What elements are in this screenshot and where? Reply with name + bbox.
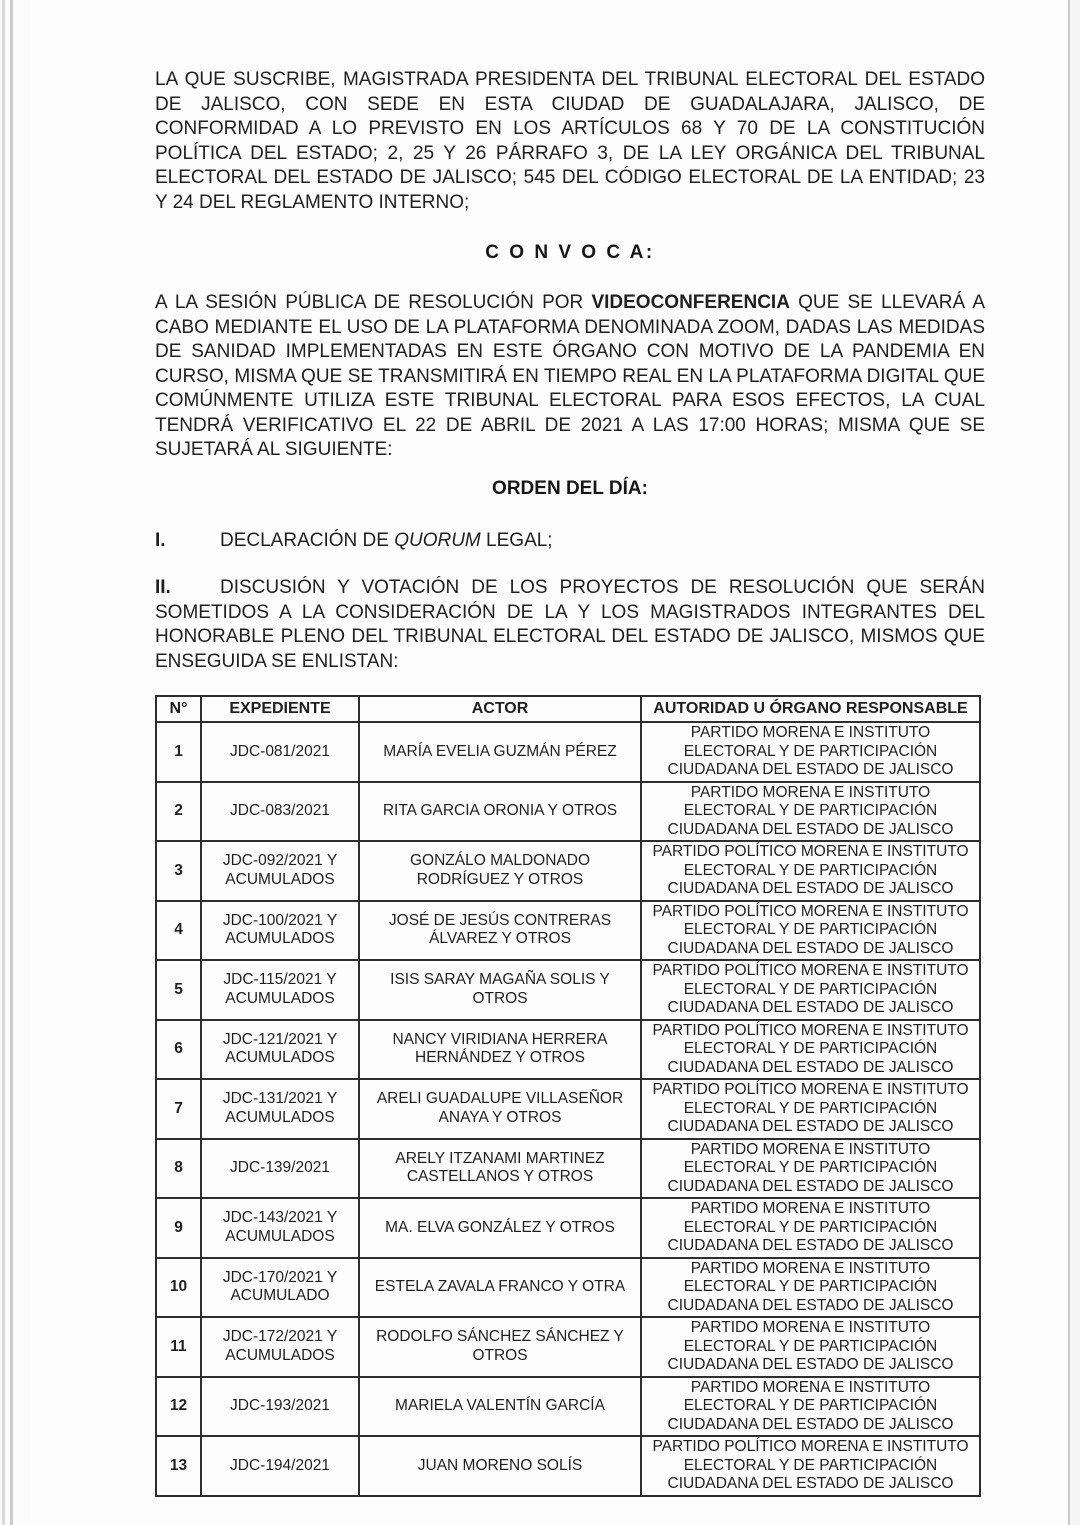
agenda-item-1-numeral: I. <box>155 529 166 551</box>
orden-del-dia-heading: ORDEN DEL DÍA: <box>492 477 648 499</box>
autoridad-cell: PARTIDO MORENA E INSTITUTO ELECTORAL Y DE PARTICIPACIÓN CIUDADANA DEL ESTADO DE JALISCO <box>641 1198 980 1258</box>
row-number-cell: 11 <box>156 1317 201 1377</box>
header-expediente: EXPEDIENTE <box>201 696 359 722</box>
agenda-item-2-numeral: II. <box>155 577 171 598</box>
row-number-cell: 4 <box>156 901 201 961</box>
actor-cell: MARÍA EVELIA GUZMÁN PÉREZ <box>359 722 641 782</box>
cases-table <box>155 695 981 1497</box>
autoridad-cell: PARTIDO POLÍTICO MORENA E INSTITUTO ELECTORAL Y DE PARTICIPACIÓN CIUDADANA DEL ESTADO DE JALISCO <box>641 901 980 961</box>
row-number-cell: 9 <box>156 1198 201 1258</box>
autoridad-cell: PARTIDO MORENA E INSTITUTO ELECTORAL Y DE PARTICIPACIÓN CIUDADANA DEL ESTADO DE JALISCO <box>641 722 980 782</box>
page-left-edge <box>0 0 30 1525</box>
row-number-cell: 10 <box>156 1258 201 1318</box>
expediente-cell: JDC-143/2021 Y ACUMULADOS <box>201 1198 359 1258</box>
table-row <box>156 722 980 782</box>
row-number-cell: 3 <box>156 841 201 901</box>
agenda-item-2 <box>155 576 985 674</box>
autoridad-cell: PARTIDO POLÍTICO MORENA E INSTITUTO ELECTORAL Y DE PARTICIPACIÓN CIUDADANA DEL ESTADO DE JALISCO <box>641 960 980 1020</box>
page-right-edge <box>1068 0 1080 1525</box>
actor-cell: ISIS SARAY MAGAÑA SOLIS Y OTROS <box>359 960 641 1020</box>
autoridad-cell: PARTIDO MORENA E INSTITUTO ELECTORAL Y DE PARTICIPACIÓN CIUDADANA DEL ESTADO DE JALISCO <box>641 1377 980 1437</box>
row-number-cell: 7 <box>156 1079 201 1139</box>
header-numero: N° <box>156 696 201 722</box>
table-row <box>156 960 980 1020</box>
autoridad-cell: PARTIDO POLÍTICO MORENA E INSTITUTO ELECTORAL Y DE PARTICIPACIÓN CIUDADANA DEL ESTADO DE JALISCO <box>641 1079 980 1139</box>
cases-table-header <box>156 696 980 722</box>
actor-cell: JOSÉ DE JESÚS CONTRERAS ÁLVAREZ Y OTROS <box>359 901 641 961</box>
expediente-cell: JDC-170/2021 Y ACUMULADO <box>201 1258 359 1318</box>
row-number-cell: 12 <box>156 1377 201 1437</box>
table-row <box>156 1258 980 1318</box>
table-row <box>156 1436 980 1496</box>
table-row <box>156 1377 980 1437</box>
header-autoridad: AUTORIDAD U ÓRGANO RESPONSABLE <box>641 696 980 722</box>
row-number-cell: 6 <box>156 1020 201 1080</box>
actor-cell: ESTELA ZAVALA FRANCO Y OTRA <box>359 1258 641 1318</box>
expediente-cell: JDC-194/2021 <box>201 1436 359 1496</box>
actor-cell: JUAN MORENO SOLÍS <box>359 1436 641 1496</box>
actor-cell: RITA GARCIA ORONIA Y OTROS <box>359 782 641 842</box>
actor-cell: ARELY ITZANAMI MARTINEZ CASTELLANOS Y OTROS <box>359 1139 641 1199</box>
cases-table-body <box>156 722 980 1496</box>
row-number-cell: 1 <box>156 722 201 782</box>
table-row <box>156 1317 980 1377</box>
row-number-cell: 2 <box>156 782 201 842</box>
autoridad-cell: PARTIDO POLÍTICO MORENA E INSTITUTO ELECTORAL Y DE PARTICIPACIÓN CIUDADANA DEL ESTADO DE JALISCO <box>641 1020 980 1080</box>
expediente-cell: JDC-092/2021 Y ACUMULADOS <box>201 841 359 901</box>
actor-cell: MARIELA VALENTÍN GARCÍA <box>359 1377 641 1437</box>
autoridad-cell: PARTIDO POLÍTICO MORENA E INSTITUTO ELECTORAL Y DE PARTICIPACIÓN CIUDADANA DEL ESTADO DE JALISCO <box>641 1436 980 1496</box>
autoridad-cell: PARTIDO MORENA E INSTITUTO ELECTORAL Y DE PARTICIPACIÓN CIUDADANA DEL ESTADO DE JALISCO <box>641 782 980 842</box>
autoridad-cell: PARTIDO POLÍTICO MORENA E INSTITUTO ELECTORAL Y DE PARTICIPACIÓN CIUDADANA DEL ESTADO DE JALISCO <box>641 841 980 901</box>
expediente-cell: JDC-193/2021 <box>201 1377 359 1437</box>
expediente-cell: JDC-115/2021 Y ACUMULADOS <box>201 960 359 1020</box>
session-paragraph-pre: A LA SESIÓN PÚBLICA DE RESOLUCIÓN POR <box>155 292 592 313</box>
row-number-cell: 8 <box>156 1139 201 1199</box>
agenda-item-1-text-pre: DECLARACIÓN DE <box>220 529 395 551</box>
actor-cell: RODOLFO SÁNCHEZ SÁNCHEZ Y OTROS <box>359 1317 641 1377</box>
expediente-cell: JDC-121/2021 Y ACUMULADOS <box>201 1020 359 1080</box>
opening-paragraph: LA QUE SUSCRIBE, MAGISTRADA PRESIDENTA DEL TRIBUNAL ELECTORAL DEL ESTADO DE JALISCO, CON SEDE EN ESTA CIUDAD DE GUADALAJARA, JALISCO, DE CONFORMIDAD A LO PREVISTO EN LOS ARTÍCULOS 68 Y 70 DE LA CONSTITUCIÓN POLÍTICA DEL ESTADO; 2, 25 Y 26 PÁRRAFO 3, DE LA LEY ORGÁNICA DEL TRIBUNAL ELECTORAL DEL ESTADO DE JALISCO; 545 DEL CÓDIGO ELECTORAL DE LA ENTIDAD; 23 Y 24 DEL REGLAMENTO INTERNO; <box>155 69 985 213</box>
autoridad-cell: PARTIDO MORENA E INSTITUTO ELECTORAL Y DE PARTICIPACIÓN CIUDADANA DEL ESTADO DE JALISCO <box>641 1139 980 1199</box>
table-row <box>156 1079 980 1139</box>
agenda-item-1 <box>155 529 985 554</box>
expediente-cell: JDC-172/2021 Y ACUMULADOS <box>201 1317 359 1377</box>
expediente-cell: JDC-083/2021 <box>201 782 359 842</box>
actor-cell: GONZÁLO MALDONADO RODRÍGUEZ Y OTROS <box>359 841 641 901</box>
actor-cell: NANCY VIRIDIANA HERRERA HERNÁNDEZ Y OTROS <box>359 1020 641 1080</box>
table-row <box>156 1139 980 1199</box>
table-row <box>156 782 980 842</box>
session-paragraph-post: QUE SE LLEVARÁ A CABO MEDIANTE EL USO DE LA PLATAFORMA DENOMINADA ZOOM, DADAS LAS MEDIDAS DE SANIDAD IMPLEMENTADAS EN ESTE ÓRGANO CON MOTIVO DE LA PANDEMIA EN CURSO, MISMA QUE SE TRANSMITIRÁ EN TIEMPO REAL EN LA PLATAFORMA DIGITAL QUE COMÚNMENTE UTILIZA ESTE TRIBUNAL ELECTORAL PARA ESOS EFECTOS, LA CUAL TENDRÁ VERIFICATIVO EL 22 DE ABRIL DE 2021 A LAS 17:00 HORAS; MISMA QUE SE SUJETARÁ AL SIGUIENTE: <box>155 292 985 460</box>
header-actor: ACTOR <box>359 696 641 722</box>
convoca-heading: C O N V O C A: <box>485 242 655 263</box>
actor-cell: ARELI GUADALUPE VILLASEÑOR ANAYA Y OTROS <box>359 1079 641 1139</box>
row-number-cell: 5 <box>156 960 201 1020</box>
expediente-cell: JDC-081/2021 <box>201 722 359 782</box>
expediente-cell: JDC-100/2021 Y ACUMULADOS <box>201 901 359 961</box>
table-row <box>156 1198 980 1258</box>
expediente-cell: JDC-139/2021 <box>201 1139 359 1199</box>
document-content <box>155 0 985 1497</box>
autoridad-cell: PARTIDO MORENA E INSTITUTO ELECTORAL Y DE PARTICIPACIÓN CIUDADANA DEL ESTADO DE JALISCO <box>641 1258 980 1318</box>
table-row <box>156 1020 980 1080</box>
agenda-item-1-text-post: LEGAL; <box>480 529 553 551</box>
row-number-cell: 13 <box>156 1436 201 1496</box>
expediente-cell: JDC-131/2021 Y ACUMULADOS <box>201 1079 359 1139</box>
agenda-item-2-text: DISCUSIÓN Y VOTACIÓN DE LOS PROYECTOS DE RESOLUCIÓN QUE SERÁN SOMETIDOS A LA CONSIDERACIÓN DE LA Y LOS MAGISTRADOS INTEGRANTES DEL HONORABLE PLENO DEL TRIBUNAL ELECTORAL DEL ESTADO DE JALISCO, MISMOS QUE ENSEGUIDA SE ENLISTAN: <box>155 577 985 672</box>
session-paragraph <box>155 291 985 463</box>
quorum-italic: QUORUM <box>394 529 481 551</box>
videoconferencia-emphasis: VIDEOCONFERENCIA <box>591 292 790 313</box>
autoridad-cell: PARTIDO MORENA E INSTITUTO ELECTORAL Y DE PARTICIPACIÓN CIUDADANA DEL ESTADO DE JALISCO <box>641 1317 980 1377</box>
actor-cell: MA. ELVA GONZÁLEZ Y OTROS <box>359 1198 641 1258</box>
table-row <box>156 841 980 901</box>
table-row <box>156 901 980 961</box>
